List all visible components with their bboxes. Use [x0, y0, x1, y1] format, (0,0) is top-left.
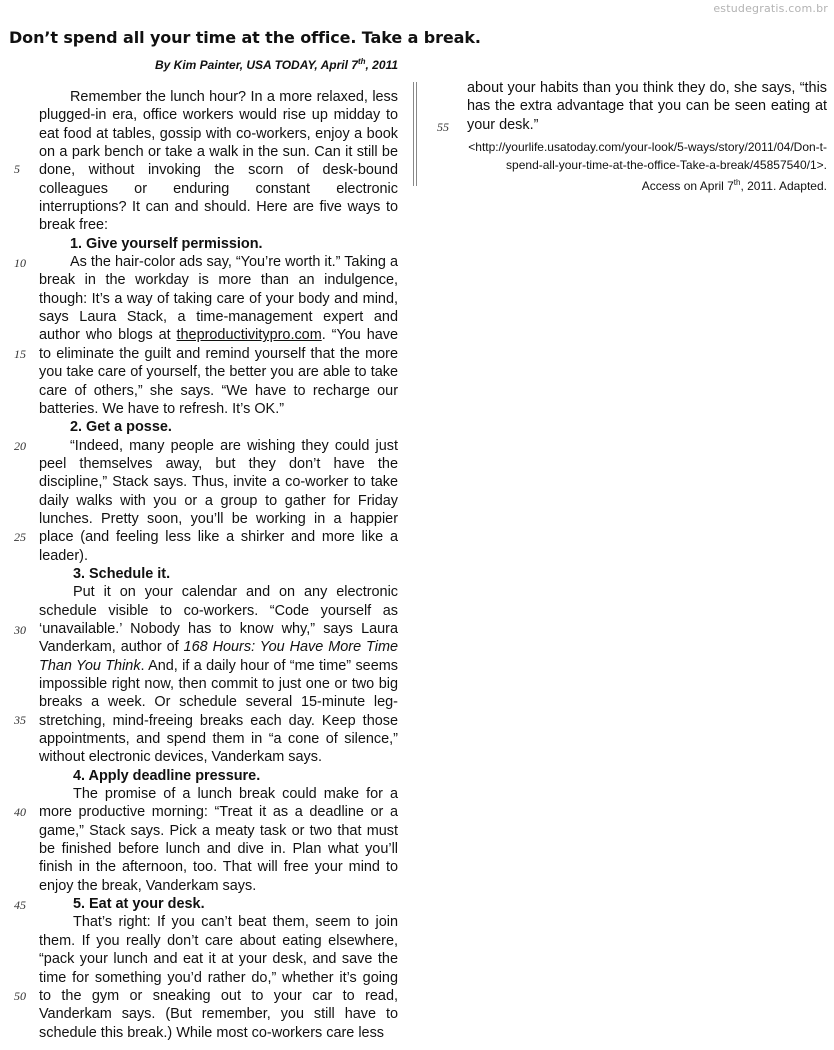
tip1-paragraph [39, 253, 398, 418]
tip4-heading: 4. Apply deadline pressure. [73, 767, 261, 784]
site-watermark: estudegratis.com.br [713, 2, 828, 15]
tip5-paragraph: That’s right: If you can’t beat them, seem to join them. If you really don’t care about eating elsewhere, “pack your lunch and eat it at your desk, and save the time for something you’d rather do,” whether it’s going to the gym or sneaking out to your car to read, Vanderkam says. (But remember, you still have to schedule this break.) While most co-workers care less [39, 914, 398, 1041]
article-byline [40, 57, 398, 72]
line-number-45: 45 [14, 898, 26, 912]
article-column-right [467, 79, 827, 134]
source-url[interactable]: <http://yourlife.usatoday.com/your-look/5-ways/story/2011/04/Don-t-spend-all-your-time-at-the-office-Take-a-break/45857540/1>. [468, 140, 827, 172]
column-divider [413, 82, 417, 186]
access-text: Access on April 7 [641, 179, 734, 193]
tip5-paragraph-continued: about your habits than you think they do, she says, “this has the extra advantage that you can be seen eating at your desk.” [467, 80, 827, 133]
line-number-55: 55 [437, 120, 449, 134]
tip3-heading: 3. Schedule it. [73, 565, 171, 582]
tip3-text-a: Put it on your calendar and on any electronic schedule visible to co-workers. “Code yourself as ‘unavailable.’ Nobody has to know why,” says Laura Vanderkam, author of [39, 584, 398, 656]
line-number-35: 35 [14, 713, 26, 727]
source-access-date [440, 174, 827, 196]
tip1-heading: 1. Give yourself permission. [70, 235, 263, 252]
line-number-25: 25 [14, 530, 26, 544]
tip5-heading: 5. Eat at your desk. [73, 896, 205, 913]
line-number-15: 15 [14, 347, 26, 361]
article-column-left [39, 88, 398, 1042]
line-number-20: 20 [14, 439, 26, 453]
line-number-50: 50 [14, 989, 26, 1003]
access-year: , 2011. Adapted. [740, 179, 827, 193]
tip1-text-b: . “You have to eliminate the guilt and remind yourself that the more you take care of yourself, the better you are able to take care of others,” she says. “We have to recharge our batteries. We have to refresh. It’s OK.” [39, 327, 398, 417]
tip3-paragraph [39, 583, 398, 766]
line-number-30: 30 [14, 623, 26, 637]
tip2-heading: 2. Get a posse. [70, 419, 172, 436]
tip2-paragraph: “Indeed, many people are wishing they could just peel themselves away, but they don’t have the discipline,” Stack says. Thus, invite a co-worker to take daily walks with you or a group to gather for Friday lunches. Pretty soon, you’ll be working in a happier place (and feeling less like a shirker and more like a leader). [39, 437, 398, 564]
article-title: Don’t spend all your time at the office. Take a break. [9, 28, 481, 47]
tip3-text-b: . And, if a daily hour of “me time” seems impossible right now, then commit to just one or two big breaks a week. Or schedule several 15-minute leg-stretching, mind-freeing breaks each day. Keep those appointments, and spend them in “a cone of silence,” without electronic devices, Vanderkam says. [39, 657, 398, 766]
source-citation [440, 139, 827, 196]
line-number-40: 40 [14, 805, 26, 819]
tip4-paragraph: The promise of a lunch break could make for a more productive morning: “Treat it as a deadline or a game,” Stack says. Pick a meaty task or two that must be finished before lunch and dive in. Plan what you’ll finish in the afternoon, too. That will free your mind to enjoy the break, Vanderkam says. [39, 786, 398, 894]
byline-year: , 2011 [365, 58, 398, 72]
byline-ordinal: th [357, 57, 366, 66]
access-ordinal: th [733, 178, 741, 187]
tip1-text-a: As the hair-color ads say, “You’re worth it.” Taking a break in the workday is more than an indulgence, though: It’s a way of taking care of your body and mind, says Laura Stack, a time-management expert and author who blogs at [39, 254, 398, 344]
book-title: 168 Hours: You Have More Time Than You Think [39, 639, 398, 674]
blog-link[interactable]: theproductivitypro.com [176, 327, 322, 344]
line-number-5: 5 [14, 162, 20, 176]
line-number-10: 10 [14, 256, 26, 270]
byline-text: By Kim Painter, USA TODAY, April 7 [155, 58, 358, 72]
intro-paragraph: Remember the lunch hour? In a more relaxed, less plugged-in era, office workers would rise up midday to eat food at tables, gossip with co-workers, enjoy a book on a park bench or take a walk in the sun. Can it still be done, without invoking the scorn of desk-bound colleagues or enduring constant electronic interruptions? It can and should. Here are five ways to break free: [39, 89, 398, 234]
